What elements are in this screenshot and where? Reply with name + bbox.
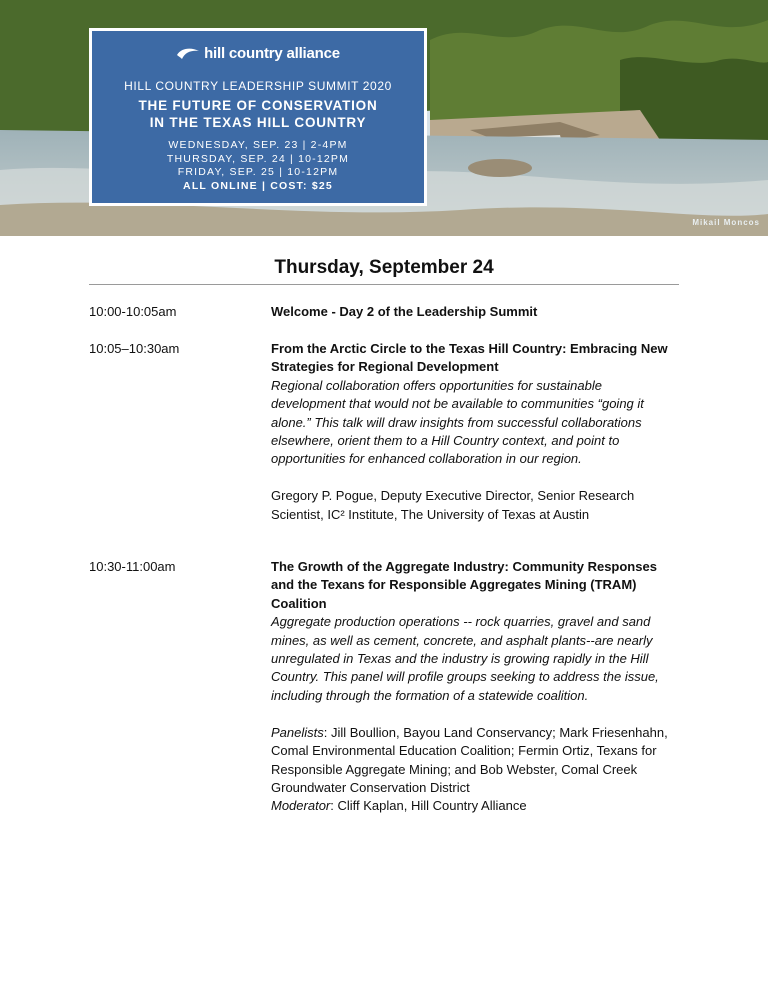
agenda-item (89, 340, 679, 524)
date-line: WEDNESDAY, SEP. 23 | 2-4PM (168, 139, 348, 151)
brand-logo (92, 45, 424, 62)
header-banner (0, 0, 768, 236)
panelists-list: : Jill Boullion, Bayou Land Conservancy; Mark Friesenhahn, Comal Environmental Education Coalition; Fermin Ortiz, Texans for Responsible Aggregate Mining; and Bob Webster, Comal Creek Groundwater Conservation District (271, 724, 668, 795)
session-time: 10:30-11:00am (89, 559, 176, 575)
heading-divider (89, 284, 679, 285)
session-content (271, 303, 679, 321)
event-dates (92, 139, 424, 193)
summit-name: HILL COUNTRY LEADERSHIP SUMMIT 2020 (124, 79, 392, 93)
session-content (271, 558, 679, 816)
agenda-item (89, 558, 679, 816)
event-title-card (89, 28, 427, 206)
headline-line-2: IN THE TEXAS HILL COUNTRY (149, 115, 367, 130)
session-description: Regional collaboration offers opportunities for sustainable development that would not be available to communities “going it alone.” This talk will draw insights from successful collaborations elsewhere, orient them to a Hill Country context, and point to opportunities for enhanced collaboration in our region. (271, 377, 644, 467)
leaf-logo-icon (176, 47, 200, 61)
headline-line-1: THE FUTURE OF CONSERVATION (138, 98, 378, 113)
session-panelists (271, 724, 679, 798)
session-title: From the Arctic Circle to the Texas Hill Country: Embracing New Strategies for Regional Development (271, 341, 668, 375)
session-speaker: Gregory P. Pogue, Deputy Executive Director, Senior Research Scientist, IC² Institute, The University of Texas at Austin (271, 488, 635, 522)
date-line: FRIDAY, SEP. 25 | 10-12PM (177, 166, 339, 178)
session-time: 10:05–10:30am (89, 341, 180, 356)
session-title: Welcome - Day 2 of the Leadership Summit (271, 304, 538, 319)
photo-credit: Mikail Moncos (692, 218, 760, 227)
session-content (271, 340, 679, 524)
session-title: The Growth of the Aggregate Industry: Community Responses and the Texans for Responsible Aggregates Mining (TRAM) Coalition (271, 559, 657, 611)
online-cost: ALL ONLINE | COST: $25 (183, 179, 333, 192)
brand-name: hill country alliance (204, 45, 340, 62)
event-headline (92, 97, 424, 131)
agenda-item (89, 303, 679, 340)
moderator-label: Moderator (271, 798, 331, 814)
date-line: THURSDAY, SEP. 24 | 10-12PM (166, 152, 350, 165)
panelists-label: Panelists (271, 724, 324, 740)
moderator-name: : Cliff Kaplan, Hill Country Alliance (330, 798, 527, 814)
session-moderator (271, 797, 679, 815)
day-heading: Thursday, September 24 (274, 257, 494, 278)
session-description: Aggregate production operations -- rock quarries, gravel and sand mines, as well as cement, concrete, and asphalt plants--are nearly unregulated in Texas and the industry is growing rapidly in the Hill Country. This panel will profile groups seeking to address the issue, including through the formation of a statewide coalition. (271, 614, 659, 703)
agenda-list (89, 303, 679, 816)
session-time: 10:00-10:05am (89, 304, 177, 319)
